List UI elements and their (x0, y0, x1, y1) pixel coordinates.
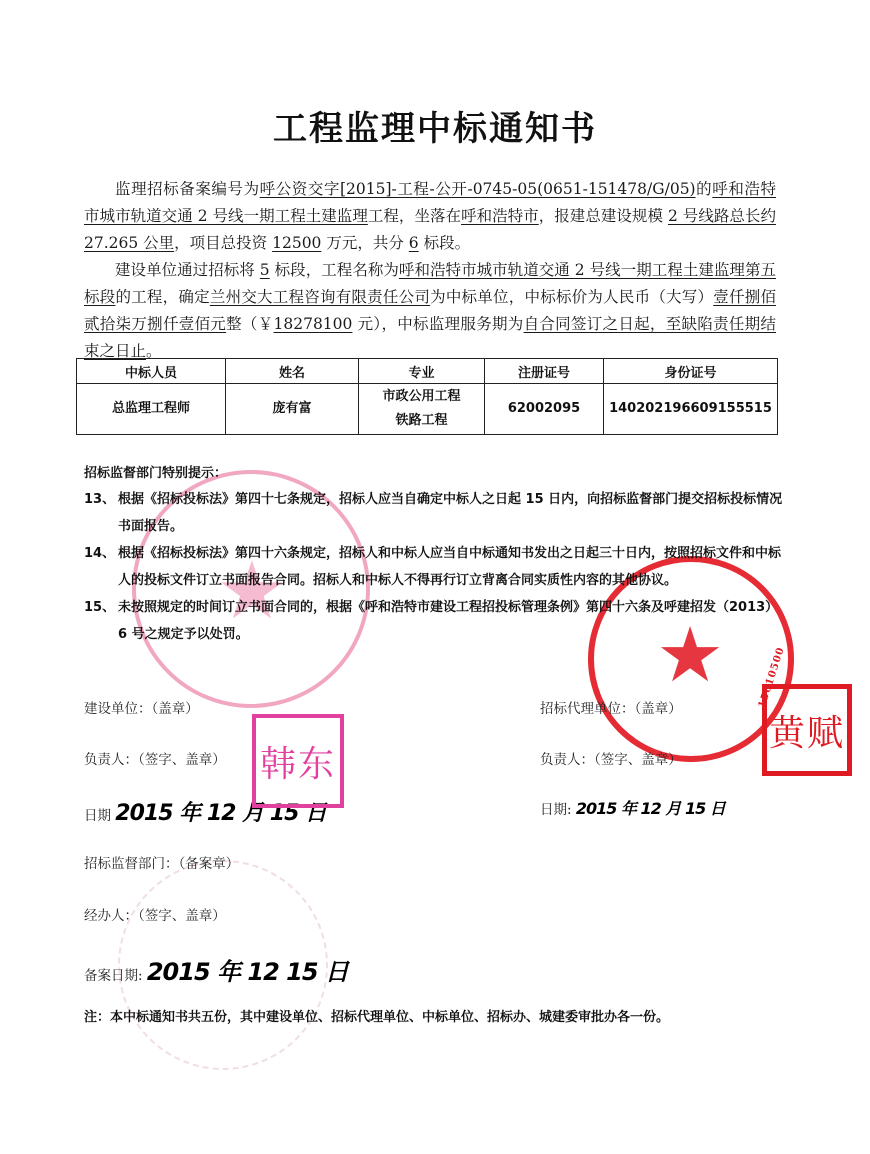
builder-seal-label: 建设单位：（盖章） (84, 701, 199, 717)
text: 标段，工程名称为 (269, 261, 399, 279)
table-row (77, 384, 778, 435)
text: 元），中标监理服务期为 (352, 315, 524, 333)
seal-star-icon: ★ (656, 610, 725, 699)
notice-heading: 招标监督部门特别提示： (84, 466, 228, 481)
text: ，项目总投资 (174, 234, 273, 252)
notice-item-number: 13、 (84, 492, 116, 507)
date-prefix: 备案日期: (84, 968, 143, 984)
cell-name: 庞有富 (226, 384, 359, 435)
winning-personnel-table (76, 358, 778, 435)
seal-number: 15010500 (756, 645, 787, 710)
text: 标段。 (418, 234, 471, 252)
handler-label: 经办人：（签字、盖章） (84, 908, 226, 924)
table-header-row (77, 359, 778, 384)
agent-person-label: 负责人：（签字、盖章） (540, 752, 682, 768)
header-id-no: 身份证号 (604, 359, 778, 384)
service-period: 自合同签订之日起，至缺陷责任期结束之日止 (84, 315, 776, 360)
text: 工程，坐落在 (367, 207, 462, 225)
handwritten-date: 2015 年 12 15 日 (146, 958, 348, 986)
text: ，报建总建设规模 (538, 207, 668, 225)
seal-star-icon: ★ (216, 544, 288, 637)
specialty-2: 铁路工程 (395, 413, 448, 428)
record-date (84, 952, 348, 987)
notice-list (84, 486, 784, 648)
builder-person-label: 负责人：（签字、盖章） (84, 752, 226, 768)
paragraph-award-info (84, 257, 776, 365)
text: 的 (695, 180, 713, 198)
date-prefix: 日期: (540, 802, 572, 818)
notice-item-number: 15、 (84, 600, 116, 615)
text: 万元，共分 (321, 234, 409, 252)
awarded-section: 5 (259, 261, 270, 279)
specialty-1: 市政公用工程 (382, 389, 461, 404)
construction-scale: 2 号线路总长约 27.265 公里 (84, 207, 776, 252)
cell-specialty (359, 384, 485, 435)
agent-date (540, 796, 725, 819)
price-in-numbers: 18278100 (273, 315, 353, 333)
paragraph-project-info (84, 176, 776, 257)
cell-role: 总监理工程师 (77, 384, 226, 435)
notice-item-text: 未按照规定的时间订立书面合同的，根据《呼和浩特市建设工程招投标管理条例》第四十六条及呼建招发（2013）6 号之规定予以处罚。 (118, 600, 779, 642)
text: 建设单位通过招标将 (115, 261, 260, 279)
notice-item (84, 594, 784, 648)
header-registration-no: 注册证号 (485, 359, 604, 384)
cell-registration-no: 62002095 (485, 384, 604, 435)
footnote: 注：本中标通知书共五份，其中建设单位、招标代理单位、中标单位、招标办、城建委审批办各一份。 (84, 1010, 670, 1025)
notice-item-number: 14、 (84, 546, 116, 561)
agent-seal-label: 招标代理单位：（盖章） (540, 701, 682, 717)
supervisor-seal-label: 招标监督部门：（备案章） (84, 856, 240, 872)
price-in-words: 壹仟捌佰贰拾柒万捌仟壹佰元 (84, 288, 776, 333)
notice-item (84, 486, 784, 540)
handwritten-date: 2015 年 12 月 15 日 (115, 801, 327, 826)
winning-company: 兰州交大工程咨询有限责任公司 (209, 288, 431, 306)
text: 整（￥ (226, 315, 274, 333)
notice-item-text: 根据《招标投标法》第四十七条规定，招标人应当自确定中标人之日起 15 日内，向招标监督部门提交招标投标情况书面报告。 (118, 492, 783, 534)
record-number: 呼公资交字[2015]-工程-公开-0745-05(0651-151478/G/05) (259, 180, 696, 198)
awarded-project-name: 呼和浩特市城市轨道交通 2 号线一期工程土建监理第五标段 (84, 261, 776, 306)
notice-item-text: 根据《招标投标法》第四十六条规定，招标人和中标人应当自中标通知书发出之日起三十日内，按照招标文件和中标人的投标文件订立书面报告合同。招标人和中标人不得再行订立背离合同实质性内容的其他协议。 (118, 546, 782, 588)
cell-id-no: 140202196609155515 (604, 384, 778, 435)
text: 为中标单位，中标标价为人民币（大写） (430, 288, 714, 306)
section-count: 6 (408, 234, 419, 252)
location: 呼和浩特市 (461, 207, 539, 225)
handwritten-date: 2015 年 12 月 15 日 (575, 799, 725, 818)
text: 监理招标备案编号为 (115, 180, 260, 198)
total-investment: 12500 (272, 234, 322, 252)
project-name: 呼和浩特市城市轨道交通 2 号线一期工程土建监理 (84, 180, 776, 225)
header-specialty: 专业 (359, 359, 485, 384)
text: 的工程，确定 (115, 288, 210, 306)
header-name: 姓名 (226, 359, 359, 384)
date-prefix: 日期 (84, 808, 111, 824)
header-role: 中标人员 (77, 359, 226, 384)
personal-seal-huang-fu: 黄赋 (762, 684, 852, 776)
notice-item (84, 540, 784, 594)
text: 。 (146, 342, 162, 360)
page-title: 工程监理中标通知书 (273, 108, 597, 149)
personal-seal-han-dong: 韩东 (252, 714, 344, 808)
